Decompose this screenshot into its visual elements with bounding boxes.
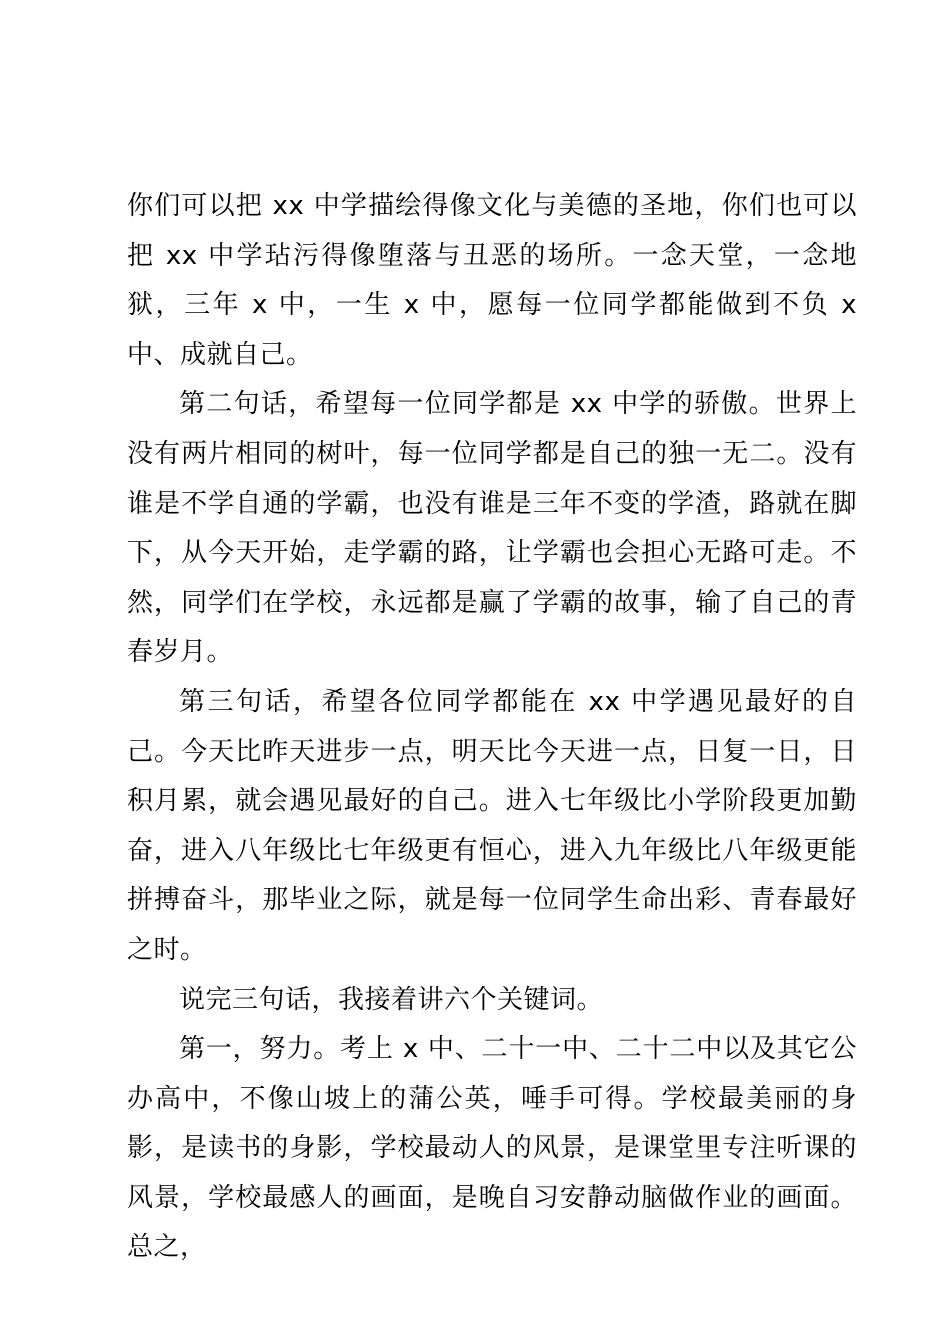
paragraph-1: 你们可以把 xx 中学描绘得像文化与美德的圣地，你们也可以把 xx 中学玷污得像堕落与丑恶的场所。一念天堂，一念地狱，三年 x 中，一生 x 中，愿每一位同学都能做到不负 x 中、成就自己。 (127, 191, 857, 370)
paragraph-4: 说完三句话，我接着讲六个关键词。 (179, 984, 604, 1015)
paragraph-3: 第三句话，希望各位同学都能在 xx 中学遇见最好的自己。今天比昨天进步一点，明天比今天进一点，日复一日，日积月累，就会遇见最好的自己。进入七年级比小学阶段更加勤奋，进入八年级比七年级更有恒心，进入九年级比八年级更能拼搏奋斗，那毕业之际，就是每一位同学生命出彩、青春最好之时。 (127, 686, 857, 965)
paragraph-5: 第一，努力。考上 x 中、二十一中、二十二中以及其它公办高中，不像山坡上的蒲公英，唾手可得。学校最美丽的身影，是读书的身影，学校最动人的风景，是课堂里专注听课的风景，学校最感人的画面，是晚自习安静动脑做作业的画面。总之， (127, 1034, 857, 1263)
paragraph-2: 第二句话，希望每一位同学都是 xx 中学的骄傲。世界上没有两片相同的树叶，每一位同学都是自己的独一无二。没有谁是不学自通的学霸，也没有谁是三年不变的学渣，路就在脚下，从今天开始，走学霸的路，让学霸也会担心无路可走。不然，同学们在学校，永远都是赢了学霸的故事，输了自己的青春岁月。 (127, 389, 857, 668)
document-body (127, 182, 857, 1273)
